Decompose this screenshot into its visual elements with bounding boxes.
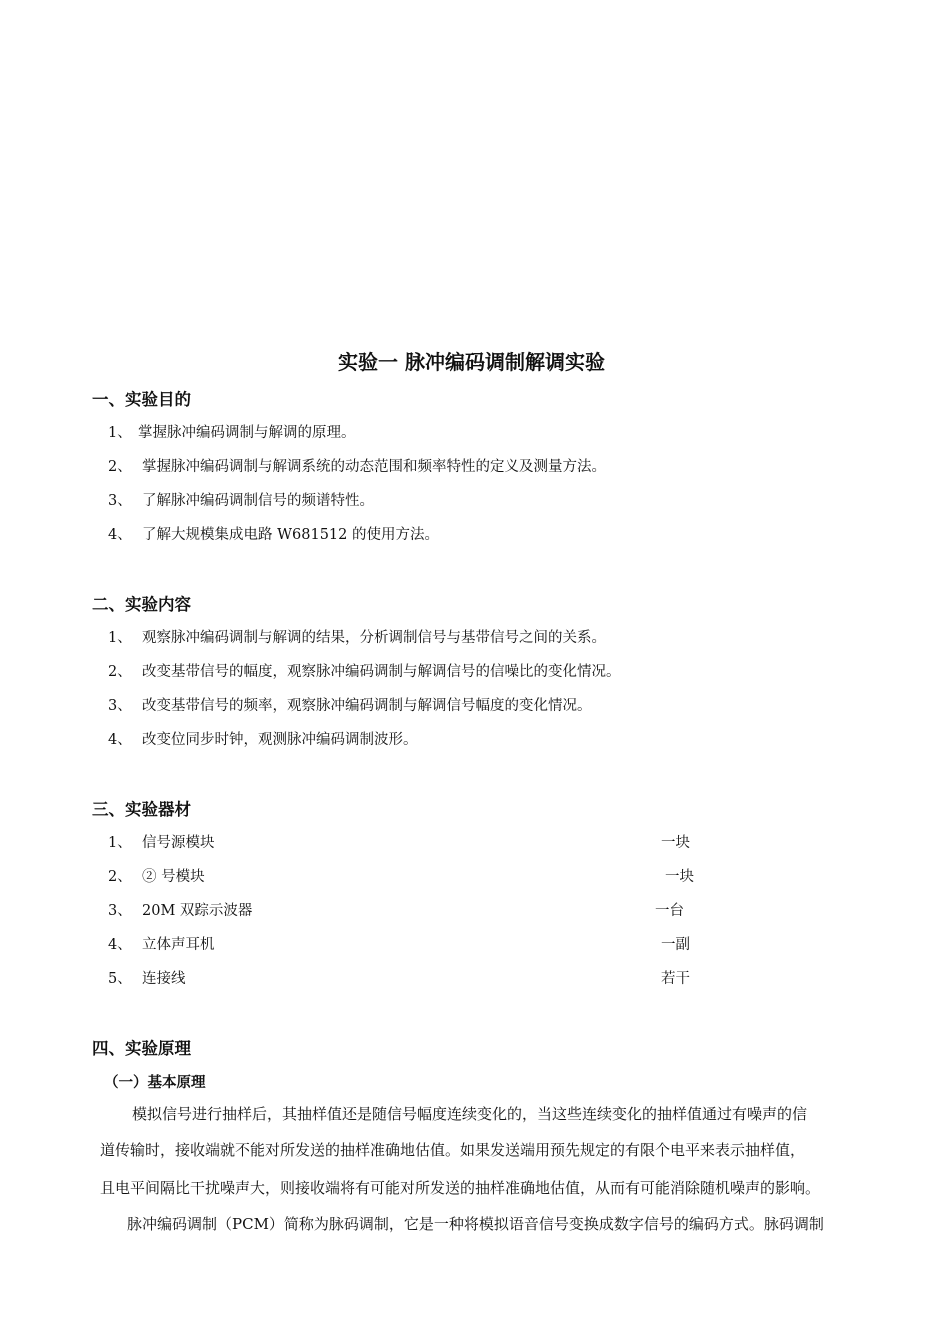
section-heading-content: 二、实验内容 — [92, 595, 191, 614]
item-number: 3、 — [108, 493, 132, 509]
item-text: 观察脉冲编码调制与解调的结果，分析调制信号与基带信号之间的关系。 — [142, 630, 606, 646]
item-text: 信号源模块 — [142, 835, 215, 851]
item-text: 立体声耳机 — [142, 937, 215, 953]
section-heading-purpose: 一、实验目的 — [92, 390, 191, 409]
item-text: 了解脉冲编码调制信号的频谱特性。 — [142, 493, 374, 509]
paragraph-line: 脉冲编码调制（PCM）简称为脉码调制，它是一种将模拟语音信号变换成数字信号的编码方式。脉码调制 — [127, 1215, 824, 1233]
paragraph-line: 模拟信号进行抽样后，其抽样值还是随信号幅度连续变化的，当这些连续变化的抽样值通过有噪声的信 — [132, 1105, 808, 1123]
item-text: 掌握脉冲编码调制与解调的原理。 — [138, 425, 356, 441]
item-number: 2、 — [108, 869, 132, 885]
item-text: 连接线 — [142, 971, 186, 987]
section-heading-principle: 四、实验原理 — [92, 1039, 191, 1058]
item-number: 1、 — [108, 835, 132, 851]
item-text: 改变基带信号的频率，观察脉冲编码调制与解调信号幅度的变化情况。 — [142, 698, 592, 714]
item-number: 2、 — [108, 459, 132, 475]
section-heading-equipment: 三、实验器材 — [92, 800, 191, 819]
item-quantity: 一块 — [665, 869, 694, 885]
paragraph-line: 道传输时，接收端就不能对所发送的抽样准确地估值。如果发送端用预先规定的有限个电平来表示抽样值， — [100, 1141, 806, 1159]
item-number: 3、 — [108, 903, 132, 919]
item-quantity: 若干 — [661, 971, 690, 987]
item-text: 改变位同步时钟，观测脉冲编码调制波形。 — [142, 732, 418, 748]
item-text: 20M 双踪示波器 — [142, 903, 253, 919]
item-number: 1、 — [108, 425, 132, 441]
subsection-heading-basic: （一）基本原理 — [104, 1075, 206, 1091]
item-number: 4、 — [108, 732, 132, 748]
item-number: 3、 — [108, 698, 132, 714]
paragraph-line: 且电平间隔比干扰噪声大，则接收端将有可能对所发送的抽样准确地估值，从而有可能消除随机噪声的影响。 — [100, 1179, 821, 1197]
item-quantity: 一副 — [661, 937, 690, 953]
item-number: 4、 — [108, 527, 132, 543]
item-text: 了解大规模集成电路 W681512 的使用方法。 — [142, 527, 439, 543]
item-text: 掌握脉冲编码调制与解调系统的动态范围和频率特性的定义及测量方法。 — [142, 459, 606, 475]
item-number: 4、 — [108, 937, 132, 953]
item-text: ② 号模块 — [142, 869, 205, 885]
item-text: 改变基带信号的幅度，观察脉冲编码调制与解调信号的信噪比的变化情况。 — [142, 664, 621, 680]
item-number: 1、 — [108, 630, 132, 646]
item-number: 5、 — [108, 971, 132, 987]
page-title: 实验一 脉冲编码调制解调实验 — [338, 350, 605, 374]
item-quantity: 一台 — [655, 903, 684, 919]
item-number: 2、 — [108, 664, 132, 680]
item-quantity: 一块 — [661, 835, 690, 851]
